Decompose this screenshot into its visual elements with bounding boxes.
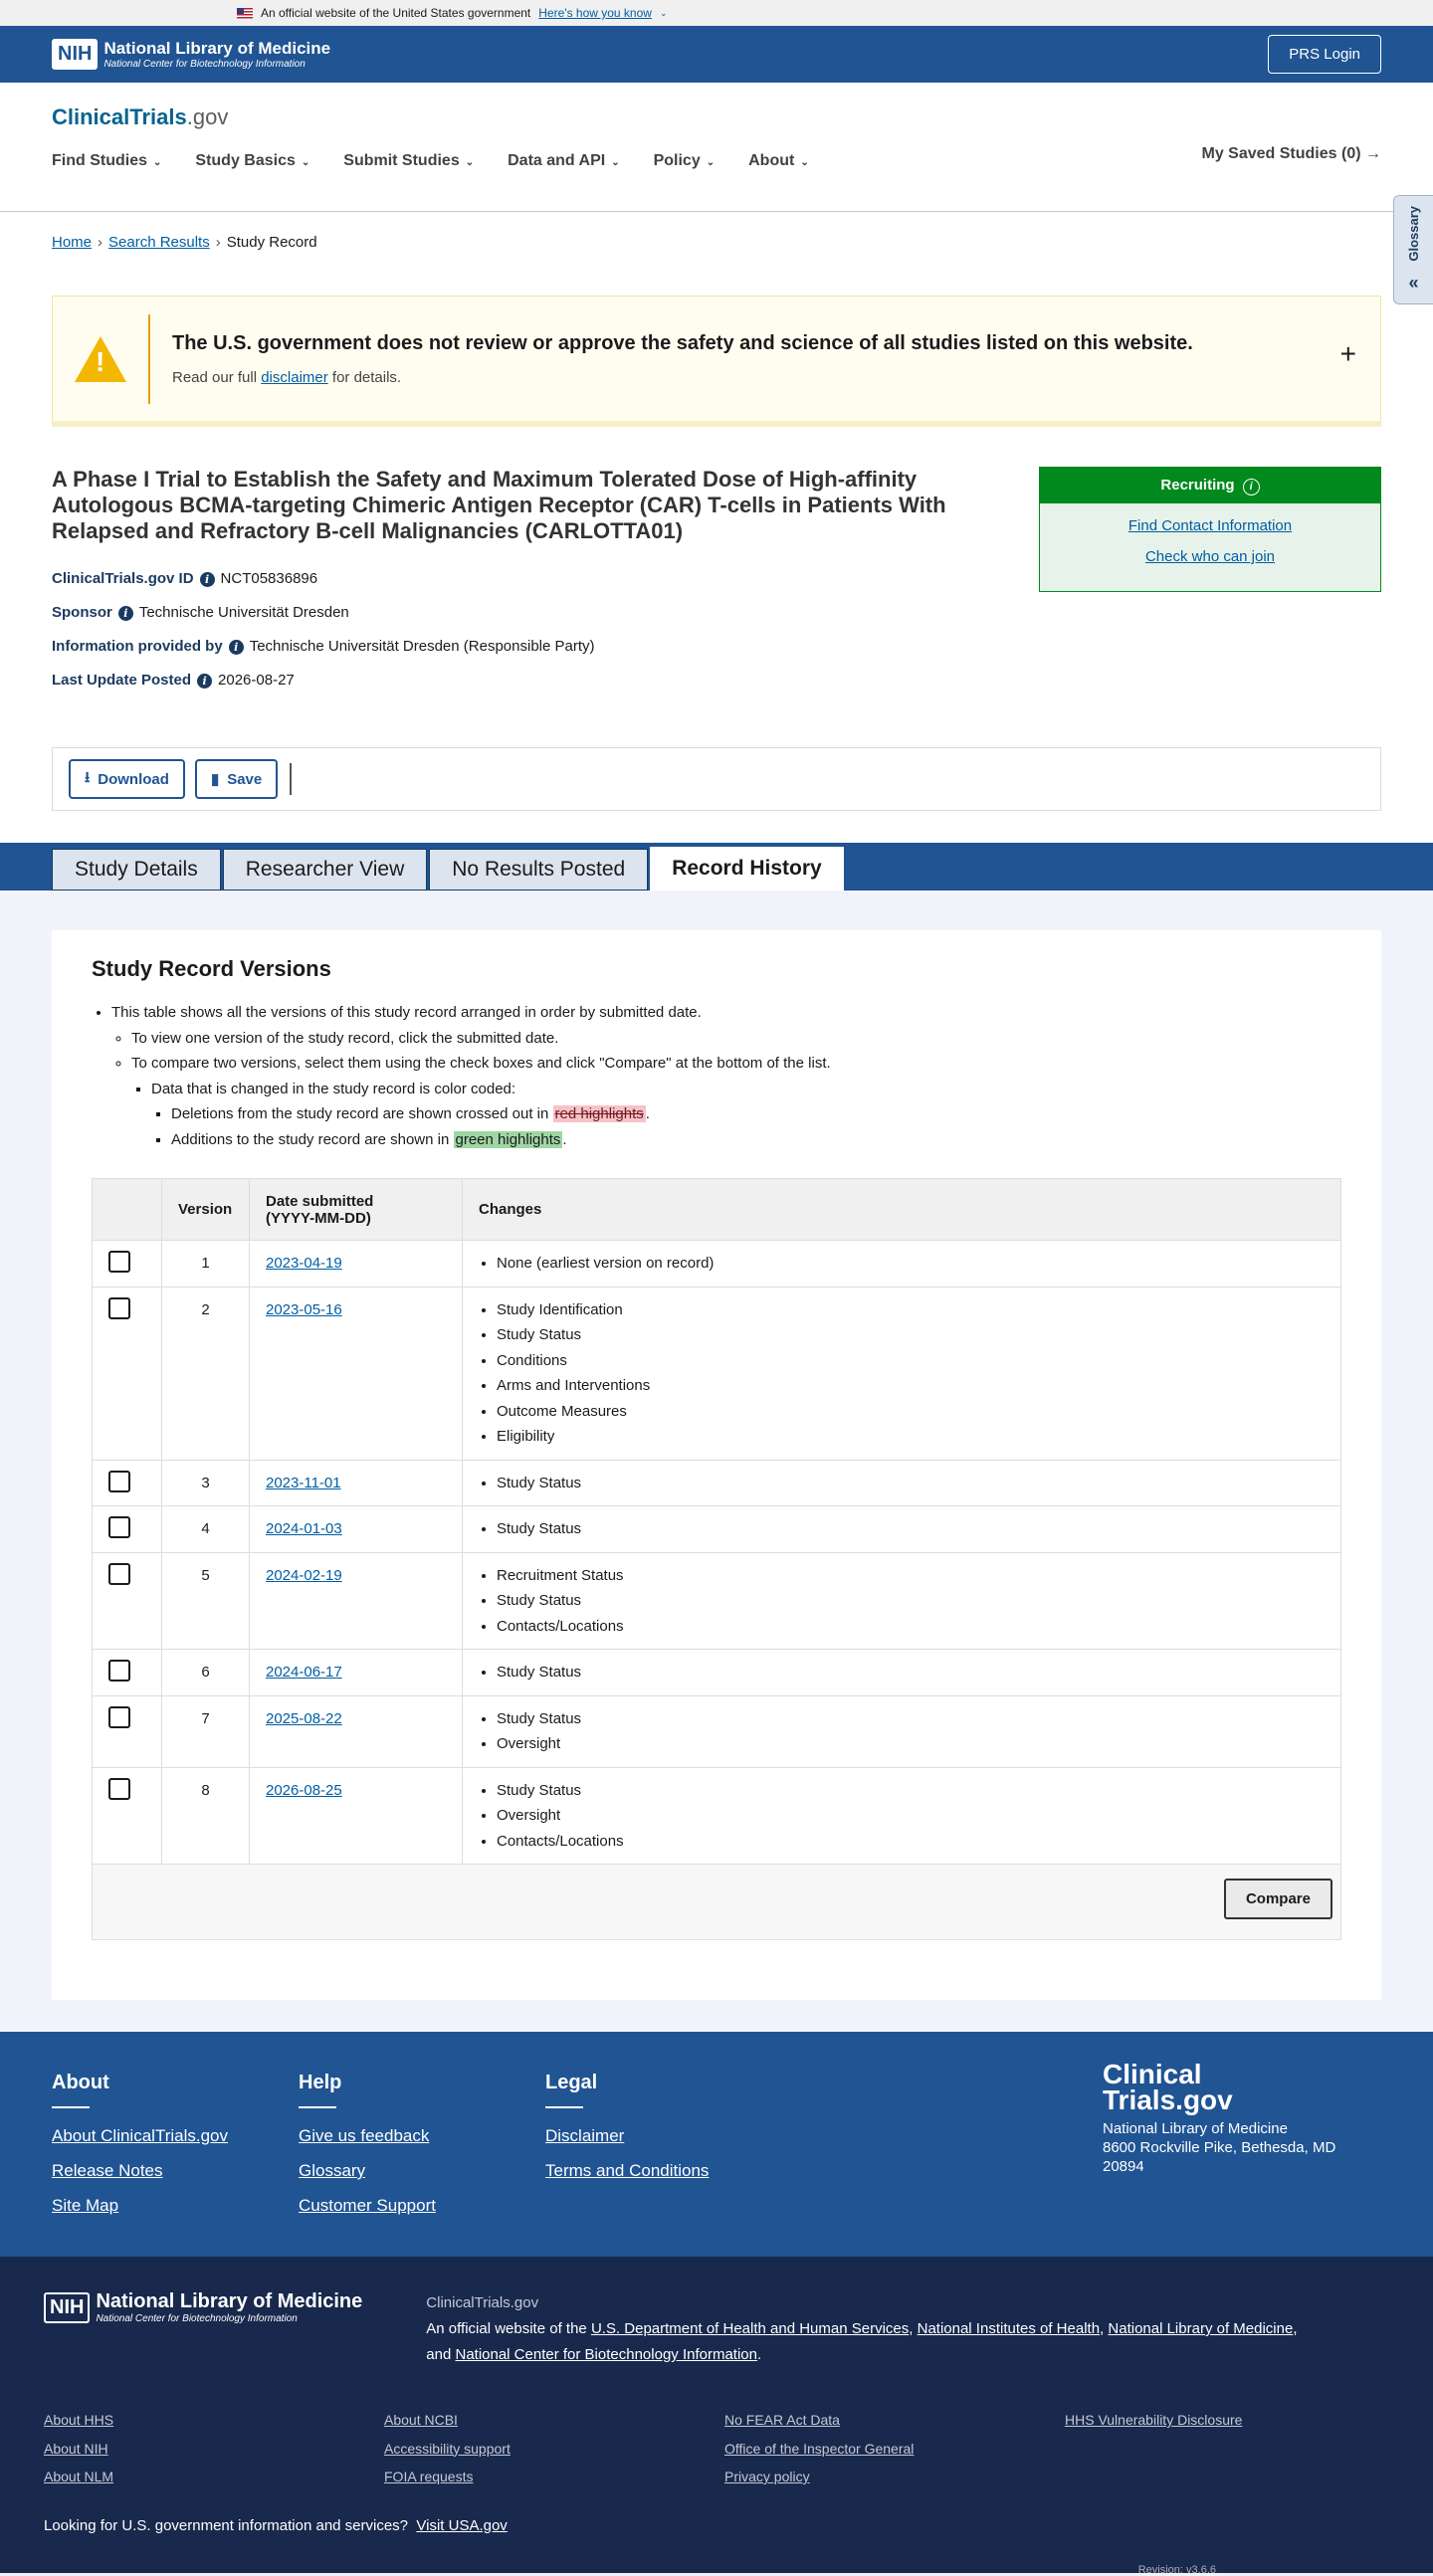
- footer-link[interactable]: Disclaimer: [545, 2126, 625, 2145]
- footer2-link[interactable]: HHS Vulnerability Disclosure: [1065, 2412, 1243, 2428]
- changes-cell: [463, 1241, 1341, 1288]
- footer2-link[interactable]: FOIA requests: [384, 2469, 474, 2484]
- usa-pre: Looking for U.S. government information and services?: [44, 2516, 409, 2534]
- disclaimer-link[interactable]: disclaimer: [261, 368, 328, 386]
- info-icon[interactable]: i: [197, 674, 212, 689]
- main-nav: [52, 152, 1381, 170]
- date-cell: [250, 1552, 463, 1650]
- chevron-down-icon: ⌄: [800, 157, 809, 168]
- change-item: • Study Status: [497, 1322, 1325, 1348]
- version-cell: 1: [162, 1241, 250, 1288]
- logo-line2: Trials.gov: [1103, 2084, 1233, 2115]
- footer-link[interactable]: Site Map: [52, 2196, 119, 2215]
- version-checkbox[interactable]: [108, 1660, 130, 1682]
- note-text: To view one version of the study record, click the submitted date.: [131, 1029, 559, 1047]
- heres-how-you-know-link[interactable]: Here's how you know: [538, 6, 652, 20]
- breadcrumb-search-results[interactable]: Search Results: [108, 234, 210, 251]
- ct-name: ClinicalTrials.gov: [426, 2294, 539, 2311]
- note-text: This table shows all the versions of this study record arranged in order by submitted date.: [111, 1004, 702, 1021]
- nih-logo-icon: NIH: [52, 39, 98, 70]
- main-content: [0, 212, 1433, 843]
- note-text: Deletions from the study record are shown crossed out in: [171, 1105, 553, 1122]
- footer2-link[interactable]: Accessibility support: [384, 2440, 511, 2457]
- note-item: [111, 1000, 1341, 1152]
- download-button[interactable]: [69, 759, 185, 799]
- nav-label: Find Studies: [52, 152, 147, 169]
- note-item: [131, 1026, 1341, 1052]
- info-icon[interactable]: i: [118, 606, 133, 621]
- sponsor-label: Sponsor: [52, 604, 112, 621]
- select-cell: [93, 1287, 162, 1460]
- ncbi-subtitle: National Center for Biotechnology Information: [103, 59, 306, 70]
- note-text: To compare two versions, select them using the check boxes and click "Compare" at the bottom of the list.: [131, 1055, 831, 1072]
- select-cell: [93, 1767, 162, 1865]
- info-icon[interactable]: i: [229, 640, 244, 655]
- footer-link[interactable]: Customer Support: [299, 2196, 436, 2215]
- select-cell: [93, 1241, 162, 1288]
- footer-address: [1103, 2059, 1336, 2176]
- info-provider-label: Information provided by: [52, 638, 223, 655]
- footer-help: [299, 2072, 545, 2257]
- official-and: and: [426, 2346, 456, 2363]
- footer-link[interactable]: Glossary: [299, 2161, 366, 2180]
- change-item: • None (earliest version on record): [497, 1251, 1325, 1277]
- logo-line1: Clinical: [1103, 2059, 1202, 2089]
- version-cell: 3: [162, 1460, 250, 1506]
- id-value: NCT05836896: [220, 570, 318, 587]
- save-button[interactable]: [195, 759, 278, 799]
- clinicaltrials-logo[interactable]: [52, 83, 1381, 130]
- breadcrumb-separator-icon: ›: [215, 234, 221, 251]
- changes-cell: [463, 1767, 1341, 1865]
- version-cell: 8: [162, 1767, 250, 1865]
- change-item: • Contacts/Locations: [497, 1614, 1325, 1640]
- saved-studies-link[interactable]: [1202, 145, 1382, 163]
- gov-banner-text: An official website of the United States government: [261, 6, 531, 20]
- table-row: [93, 1287, 1341, 1460]
- date-column-header: [250, 1179, 463, 1241]
- change-item: • Study Identification: [497, 1297, 1325, 1323]
- date-cell: [250, 1650, 463, 1696]
- breadcrumb: [52, 212, 1381, 276]
- tab-no-results[interactable]: No Results Posted: [429, 849, 648, 891]
- arrow-right-icon: →: [1365, 145, 1381, 162]
- version-checkbox[interactable]: [108, 1563, 130, 1585]
- info-icon[interactable]: i: [200, 572, 215, 587]
- action-bar: [52, 747, 1381, 811]
- address-line: 20894: [1103, 2158, 1144, 2175]
- alert-title: The U.S. government does not review or approve the safety and science of all studies listed on this website.: [172, 331, 1193, 354]
- study-meta: [52, 562, 1027, 697]
- revision-text: Revision: v3.6.6: [1137, 2563, 1216, 2576]
- glossary-tab[interactable]: [1393, 195, 1433, 304]
- change-item: • Conditions: [497, 1348, 1325, 1374]
- version-checkbox[interactable]: [108, 1516, 130, 1538]
- changes-column-header: Changes: [463, 1179, 1341, 1241]
- versions-notes: [92, 1000, 1341, 1152]
- record-history-section: [0, 891, 1433, 2032]
- note-item: [151, 1077, 1341, 1153]
- footer-about-heading: About: [52, 2072, 109, 2093]
- footer-help-heading: Help: [299, 2072, 342, 2093]
- site-footer: [0, 2032, 1433, 2257]
- change-item: • Oversight: [497, 1803, 1325, 1829]
- nav-about[interactable]: [748, 152, 809, 170]
- chevron-down-icon: ⌄: [611, 157, 620, 168]
- red-highlight-sample: red highlights: [554, 1105, 644, 1122]
- save-label: Save: [227, 770, 263, 788]
- nav-find-studies[interactable]: [52, 152, 161, 170]
- nih-bar: [0, 26, 1433, 83]
- footer-ct-logo: [1103, 2059, 1335, 2115]
- version-date-link[interactable]: 2023-04-19: [266, 1255, 342, 1272]
- version-date-link[interactable]: 2024-06-17: [266, 1664, 342, 1681]
- expand-plus-icon[interactable]: +: [1339, 338, 1356, 369]
- changes-cell: [463, 1695, 1341, 1767]
- version-column-header: Version: [162, 1179, 250, 1241]
- footer-link[interactable]: Terms and Conditions: [545, 2161, 710, 2180]
- version-date-link[interactable]: 2023-05-16: [266, 1300, 342, 1318]
- download-label: Download: [98, 770, 169, 788]
- select-cell: [93, 1650, 162, 1696]
- glossary-label: Glossary: [1406, 206, 1421, 262]
- chevron-down-icon: ⌄: [301, 157, 310, 168]
- select-column-header: [93, 1179, 162, 1241]
- version-date-link[interactable]: 2024-01-03: [266, 1520, 342, 1537]
- nlm-title: National Library of Medicine: [96, 2290, 363, 2312]
- official-pre: An official website of the: [426, 2320, 591, 2337]
- chevron-down-icon: ⌄: [153, 157, 162, 168]
- footer2-link[interactable]: About NIH: [44, 2440, 108, 2457]
- address-line: 8600 Rockville Pike, Bethesda, MD: [1103, 2139, 1336, 2156]
- footer-link[interactable]: About ClinicalTrials.gov: [52, 2126, 228, 2145]
- nlm-link[interactable]: National Library of Medicine: [1108, 2320, 1294, 2337]
- us-flag-icon: [237, 8, 253, 19]
- change-item: • Recruitment Status: [497, 1563, 1325, 1589]
- saved-label: My Saved Studies (0): [1201, 145, 1361, 162]
- date-cell: [250, 1241, 463, 1288]
- versions-card: [52, 930, 1381, 2000]
- id-label: ClinicalTrials.gov ID: [52, 570, 194, 587]
- select-cell: [93, 1695, 162, 1767]
- tab-record-history[interactable]: Record History: [650, 847, 844, 891]
- green-highlight-sample: green highlights: [455, 1130, 561, 1148]
- check-eligibility-link[interactable]: Check who can join: [1144, 548, 1276, 565]
- change-item: • Study Status: [497, 1471, 1325, 1496]
- version-cell: 6: [162, 1650, 250, 1696]
- version-date-link[interactable]: 2026-08-25: [266, 1781, 342, 1799]
- change-item: • Arms and Interventions: [497, 1373, 1325, 1399]
- footer2-link[interactable]: About HHS: [44, 2412, 114, 2428]
- breadcrumb-separator-icon: ›: [98, 234, 103, 251]
- nlm-footer-logo[interactable]: [44, 2290, 362, 2324]
- compare-row: [93, 1865, 1341, 1940]
- prs-login-button[interactable]: PRS Login: [1268, 35, 1381, 74]
- table-row: [93, 1695, 1341, 1767]
- date-header-line2: (YYYY-MM-DD): [266, 1209, 371, 1227]
- chevron-down-icon: ⌄: [659, 7, 668, 18]
- version-date-link[interactable]: 2023-11-01: [266, 1474, 341, 1491]
- recruitment-status-box: [1039, 467, 1381, 592]
- ncbi-link[interactable]: National Center for Biotechnology Information: [455, 2346, 757, 2363]
- change-item: • Study Status: [497, 1516, 1325, 1542]
- nlm-footer-links: [44, 2406, 1389, 2491]
- versions-heading: Study Record Versions: [92, 956, 331, 981]
- table-row: [93, 1650, 1341, 1696]
- study-title: A Phase I Trial to Establish the Safety and Maximum Tolerated Dose of High-affinity Autologous BCMA-targeting Chimeric Antigen Receptor (CAR) T-cells in Patients With Relapsed and Refractory B-cell Malignancies (CARLOTTA01): [52, 467, 946, 543]
- select-cell: [93, 1552, 162, 1650]
- date-cell: [250, 1695, 463, 1767]
- footer-about: [52, 2072, 299, 2257]
- nav-submit-studies[interactable]: [343, 152, 474, 170]
- status-label: Recruiting: [1160, 477, 1235, 494]
- date-cell: [250, 1506, 463, 1553]
- changes-cell: [463, 1506, 1341, 1553]
- version-cell: 2: [162, 1287, 250, 1460]
- info-icon[interactable]: i: [1243, 479, 1260, 495]
- footer-link[interactable]: Give us feedback: [299, 2126, 430, 2145]
- sponsor-value: Technische Universität Dresden: [138, 604, 349, 621]
- last-update-value: 2026-08-27: [218, 672, 295, 689]
- disclaimer-alert: [52, 296, 1381, 427]
- study-tabs: [0, 843, 1433, 891]
- address-line: National Library of Medicine: [1103, 2120, 1288, 2137]
- footer2-link[interactable]: Privacy policy: [724, 2469, 810, 2484]
- version-cell: 5: [162, 1552, 250, 1650]
- tab-study-details[interactable]: Study Details: [52, 849, 221, 891]
- tab-researcher-view[interactable]: Researcher View: [223, 849, 428, 891]
- version-checkbox[interactable]: [108, 1251, 130, 1273]
- ncbi-subtitle: National Center for Biotechnology Information: [96, 2313, 298, 2324]
- change-item: • Outcome Measures: [497, 1399, 1325, 1425]
- gov-banner: [0, 0, 1433, 26]
- changes-cell: [463, 1552, 1341, 1650]
- recruiting-status: [1040, 468, 1380, 503]
- note-text: Data that is changed in the study record is color coded:: [151, 1080, 516, 1097]
- date-header-line1: Date submitted: [266, 1192, 374, 1210]
- nav-label: About: [748, 152, 795, 169]
- nlm-title: National Library of Medicine: [103, 39, 331, 58]
- footer2-link[interactable]: No FEAR Act Data: [724, 2412, 840, 2428]
- version-cell: 7: [162, 1695, 250, 1767]
- change-item: • Study Status: [497, 1588, 1325, 1614]
- version-date-link[interactable]: 2024-02-19: [266, 1566, 342, 1584]
- chevron-down-icon: ⌄: [465, 157, 475, 168]
- alert-post: for details.: [327, 368, 402, 386]
- official-website-text: ClinicalTrials.gov An official website of the U.S. Department of Health and Human Services, National Institutes of Health, National Library of Medicine, and National Center for Biotechnology Information.: [426, 2290, 1297, 2368]
- note-item: ▪ Deletions from the study record are shown crossed out in red highlights .: [171, 1101, 1341, 1127]
- date-cell: [250, 1767, 463, 1865]
- changes-cell: [463, 1287, 1341, 1460]
- meta-last-update: [52, 664, 1027, 697]
- meta-info-provider: [52, 630, 1027, 664]
- footer2-link[interactable]: About NLM: [44, 2469, 114, 2484]
- download-icon: ⭳: [85, 768, 91, 786]
- table-row: [93, 1460, 1341, 1506]
- note-text: Additions to the study record are shown in: [171, 1130, 454, 1148]
- breadcrumb-home[interactable]: Home: [52, 234, 93, 251]
- nih-link[interactable]: National Institutes of Health: [917, 2320, 1101, 2337]
- change-item: • Eligibility: [497, 1424, 1325, 1450]
- nav-label: Data and API: [508, 152, 606, 169]
- table-row: [93, 1767, 1341, 1865]
- meta-sponsor: [52, 596, 1027, 630]
- select-cell: [93, 1506, 162, 1553]
- info-provider-value: Technische Universität Dresden (Responsible Party): [249, 638, 595, 655]
- note-item: [131, 1051, 1341, 1152]
- nav-label: Study Basics: [195, 152, 296, 169]
- compare-button[interactable]: Compare: [1224, 1879, 1332, 1919]
- table-row: [93, 1552, 1341, 1650]
- meta-id: [52, 562, 1027, 596]
- footer-legal-heading: Legal: [545, 2072, 598, 2093]
- usa-gov-line: [44, 2517, 1389, 2534]
- change-item: • Oversight: [497, 1731, 1325, 1757]
- version-checkbox[interactable]: [108, 1297, 130, 1319]
- version-cell: 4: [162, 1506, 250, 1553]
- footer-link[interactable]: Release Notes: [52, 2161, 163, 2180]
- versions-table-body: [93, 1241, 1341, 1865]
- warning-icon: [75, 336, 126, 382]
- footer-legal: [545, 2072, 792, 2257]
- alert-body: [172, 369, 1193, 386]
- version-date-link[interactable]: 2025-08-22: [266, 1709, 342, 1727]
- footer2-link[interactable]: Office of the Inspector General: [724, 2440, 915, 2457]
- date-cell: [250, 1460, 463, 1506]
- footer2-link[interactable]: About NCBI: [384, 2412, 458, 2428]
- changes-cell: [463, 1650, 1341, 1696]
- nav-study-basics[interactable]: [195, 152, 309, 170]
- change-item: • Study Status: [497, 1706, 1325, 1732]
- version-checkbox[interactable]: [108, 1706, 130, 1728]
- breadcrumb-current: Study Record: [226, 234, 317, 251]
- double-chevron-left-icon: «: [1408, 273, 1419, 293]
- logo-gov: .gov: [186, 104, 229, 129]
- table-row: [93, 1506, 1341, 1553]
- date-cell: [250, 1287, 463, 1460]
- alert-pre: Read our full: [172, 368, 262, 386]
- nav-label: Submit Studies: [343, 152, 460, 169]
- hhs-link[interactable]: U.S. Department of Health and Human Services: [590, 2320, 910, 2337]
- divider: [290, 763, 292, 795]
- nav-data-api[interactable]: [508, 152, 619, 170]
- nav-label: Policy: [653, 152, 701, 169]
- change-item: • Study Status: [497, 1660, 1325, 1685]
- usa-gov-link[interactable]: Visit USA.gov: [416, 2516, 508, 2534]
- change-item: • Contacts/Locations: [497, 1829, 1325, 1855]
- changes-cell: [463, 1460, 1341, 1506]
- chevron-down-icon: ⌄: [706, 157, 716, 168]
- find-contact-link[interactable]: Find Contact Information: [1127, 517, 1293, 534]
- warning-icon-box: [53, 314, 150, 404]
- nlm-footer: [0, 2257, 1433, 2576]
- version-checkbox[interactable]: [108, 1778, 130, 1800]
- nih-logo-icon: NIH: [44, 2292, 90, 2323]
- logo-main: ClinicalTrials: [52, 104, 187, 129]
- change-item: • Study Status: [497, 1778, 1325, 1804]
- bookmark-icon: ▮: [210, 771, 220, 788]
- nlm-logo[interactable]: [52, 39, 330, 70]
- select-cell: [93, 1460, 162, 1506]
- versions-table: [92, 1178, 1341, 1940]
- version-checkbox[interactable]: [108, 1471, 130, 1492]
- study-header: [52, 467, 1381, 697]
- note-item: ▪ Additions to the study record are shown in green highlights .: [171, 1127, 1341, 1153]
- last-update-label: Last Update Posted: [52, 672, 192, 689]
- nav-policy[interactable]: [654, 152, 716, 170]
- table-row: [93, 1241, 1341, 1288]
